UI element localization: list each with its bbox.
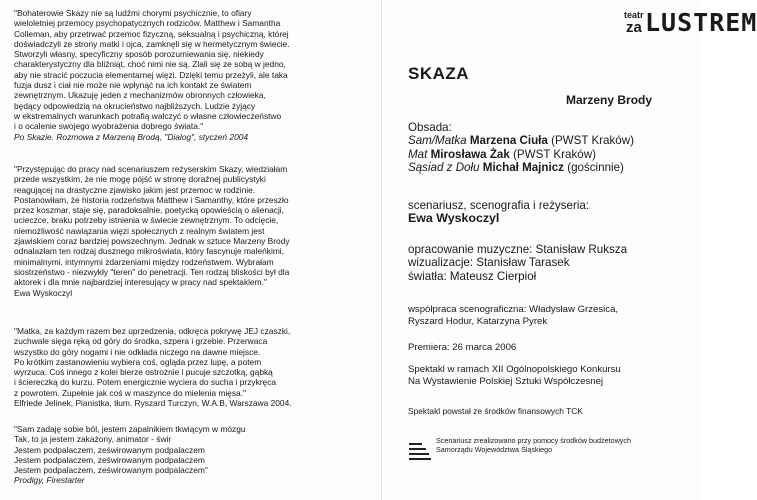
cast-note: (PWST Kraków) <box>551 134 634 148</box>
quote-source: Po Skazie. Rozmowa z Marzeną Brodą, "Dialog", styczeń 2004 <box>14 131 249 142</box>
quote-3 <box>14 326 292 408</box>
quote-line: i ściereczką do kurzu. Potem energicznie wyciera do sucha i przykręca <box>14 377 277 388</box>
quote-line: wyrzuca. Coś innego z kolei bierze ostrożnie i pucuje szczotką, gąbką <box>14 367 273 378</box>
quote-line: charakterystyczny dla bliźniąt, choć nimi nie są. Zlali się ze sobą w jedno, <box>14 59 286 70</box>
quote-line: aktorek i dla mnie najbardziej interesujący w pracy nad spektaklem." <box>14 277 267 288</box>
regional-government-logo-icon <box>406 440 432 464</box>
quote-line: niemożliwość nawiązania więzi społecznych z realnym światem jest <box>14 225 265 236</box>
quote-source: Elfriede Jelinek, Pianistka, tłum. Ryszard Turczyn, W.A.B, Warszawa 2004. <box>14 398 292 409</box>
cast-label: Obsada: <box>408 121 452 134</box>
quote-line: wszystko do góry nogami i nie odkłada niczego na dawne miejsce. <box>14 346 261 357</box>
quote-1 <box>14 8 290 142</box>
scenography-collab <box>408 304 618 329</box>
competition-line: Na Wystawienie Polskiej Sztuki Współczesnej <box>408 376 604 387</box>
funding-note: Spektakl powstał ze środków finansowych TCK <box>408 406 583 416</box>
quote-line: Postanowiłam, że historia rodzeństwa Matthew i Samanthy, które przeszło <box>14 194 289 205</box>
quote-line: fuzja dusz i ciał nie może nie wpłynąć na ich kontakt ze światem <box>14 80 252 91</box>
crew-item: wizualizacje: Stanisław Tarasek <box>408 256 570 270</box>
premiere-date: Premiera: 26 marca 2006 <box>408 342 517 353</box>
sponsor-line: Scenariusz zrealizowano przy pomocy środków budżetowych <box>436 436 631 445</box>
sponsor-line: Samorządu Województwa Śląskiego <box>436 445 553 455</box>
cast-role: Sąsiad z Dołu <box>408 161 480 175</box>
quote-line: "Sam zadaję sobie ból, jestem zapalnikiem tkwiącym w mózgu <box>14 424 246 434</box>
logo-text-za: za <box>626 19 642 36</box>
collab-line: współpraca scenograficzna: Władysław Grzesica, <box>408 304 619 315</box>
crew-item: światła: Mateusz Cierpioł <box>408 269 537 283</box>
quote-line: aby nie stracić poczucia elementarnej więzi. Dzięki temu przeżyli, ale taka <box>14 69 288 80</box>
quote-line: Jestem podpalaczem, ześwirowanym podpalaczem <box>14 444 205 455</box>
page-fold <box>381 0 382 500</box>
quote-line: "Przystępując do pracy nad scenariuszem reżyserskim Skazy, wiedziałam <box>14 164 288 174</box>
quote-line: reagującej na drastyczne zjawisko jakim jest przemoc w rodzinie. <box>14 184 256 195</box>
quote-line: ucieczce, braku potrzeby istnienia w świecie zewnętrznym. To odcięcie, <box>14 215 279 226</box>
director-label: scenariusz, scenografia i reżyseria: <box>408 199 590 212</box>
quote-line: zjawiskiem coraz bardziej powszechnym. Jednak w sztuce Marzeny Brody <box>14 236 290 247</box>
crew-item: opracowanie muzyczne: Stanisław Ruksza <box>408 243 628 256</box>
quote-4 <box>14 424 246 486</box>
logo-text-small: teatr <box>624 10 644 20</box>
credits-column <box>396 0 757 500</box>
quote-line: "Matka, za każdym razem bez uprzedzenia, odkręca pokrywę JEJ czaszki, <box>14 326 291 336</box>
cast-list <box>408 121 698 175</box>
quote-source: Prodigy, Firestarter <box>14 475 85 486</box>
cast-note: (PWST Kraków) <box>513 147 596 161</box>
quote-line: Po krótkim zastanowieniu wybiera coś, ogląda przez lupę, a potem <box>14 356 262 367</box>
cast-row <box>408 134 698 147</box>
quote-line: doświadczyli ze strony matki i ojca, zamknęli się w hermetycznym świecie. <box>14 38 290 49</box>
quote-2 <box>14 164 290 298</box>
cast-row <box>408 148 698 161</box>
director-credit <box>408 199 589 226</box>
quote-line: Jestem podpalaczem, ześwirowanym podpalaczem" <box>14 465 208 476</box>
quote-line: przez koszmar, staje się, paradoksalnie, poetycką opowieścią o alienacji, <box>14 205 284 216</box>
quote-line: będący odpowiedzią na okrucieństwo najbliższych. Ludzie żyjący <box>14 100 256 111</box>
logo-text-big: LUSTREM <box>645 8 757 37</box>
director-name: Ewa Wyskoczyl <box>408 211 500 226</box>
competition-note <box>408 364 621 388</box>
cast-role: Sam/Matka <box>408 134 467 148</box>
quote-line: wieloletniej przemocy psychopatycznych rodziców. Matthew i Samantha <box>14 18 281 29</box>
quote-line: odnalazłam ten rodzaj dusznego mikroświata, który fascynuje maleńkimi, <box>14 246 284 257</box>
quote-line: zewnętrznym. Ukazuję jeden z mechanizmów obronnych człowieka, <box>14 90 266 101</box>
quote-line: w ekstremalnych warunkach potrafią walczyć o własne człowieczeństwo <box>14 110 282 121</box>
quote-line: Stworzyli własny, specyficzny sposób porozumiewania się, niekiedy <box>14 49 264 60</box>
cast-note: (gościnnie) <box>567 161 624 175</box>
competition-line: Spektakl w ramach XII Ogólnopolskiego Konkursu <box>408 364 621 375</box>
quote-line: Colleman, aby przetrwać przemoc fizyczną, seksualną i psychiczną, której <box>14 28 289 39</box>
quote-source: Ewa Wyskoczyl <box>14 287 73 298</box>
theatre-logo <box>624 8 757 48</box>
sponsor-text <box>436 436 631 455</box>
quote-line: "Bohaterowie Skazy nie są ludźmi chorymi psychicznie, to ofiary <box>14 8 252 18</box>
quote-line: zuchwale sięga ręką od góry do środka, szpera i grzebie. Przerwaca <box>14 336 268 347</box>
quote-line: z powrotem. Zupełnie jak coś w maszynce do mielenia mięsa." <box>14 387 246 398</box>
quote-line: Jestem podpalaczem, ześwirowanym podpalaczem <box>14 454 205 465</box>
play-title: SKAZA <box>408 64 470 83</box>
sponsor-block <box>406 432 696 478</box>
cast-role: Mat <box>408 147 428 161</box>
quote-line: siostrzeństwo - niezwykły "teren" do penetracji. Ten rodzaj bliskości był dla <box>14 266 290 277</box>
quote-line: przede wszystkim, że nie mogę pójść w stronę doraźnej publicystyki <box>14 174 266 185</box>
crew-list <box>408 243 627 283</box>
quote-line: minimalnymi, intymnymi zdarzeniami między rodzeństwem. Wybrałam <box>14 256 274 267</box>
play-author: Marzeny Brody <box>566 93 653 107</box>
cast-actor: Mirosława Żak <box>430 147 510 161</box>
cast-actor: Michał Majnicz <box>482 161 564 175</box>
quote-line: Tak, to ja jestem zakażony, animator - świr <box>14 434 172 445</box>
quote-line: i o ocalenie swojego wyobrażenia dobrego świata." <box>14 121 204 132</box>
cast-row <box>408 161 698 174</box>
cast-actor: Marzena Ciuła <box>469 134 548 148</box>
collab-line: Ryszard Hodur, Katarzyna Pyrek <box>408 316 548 328</box>
